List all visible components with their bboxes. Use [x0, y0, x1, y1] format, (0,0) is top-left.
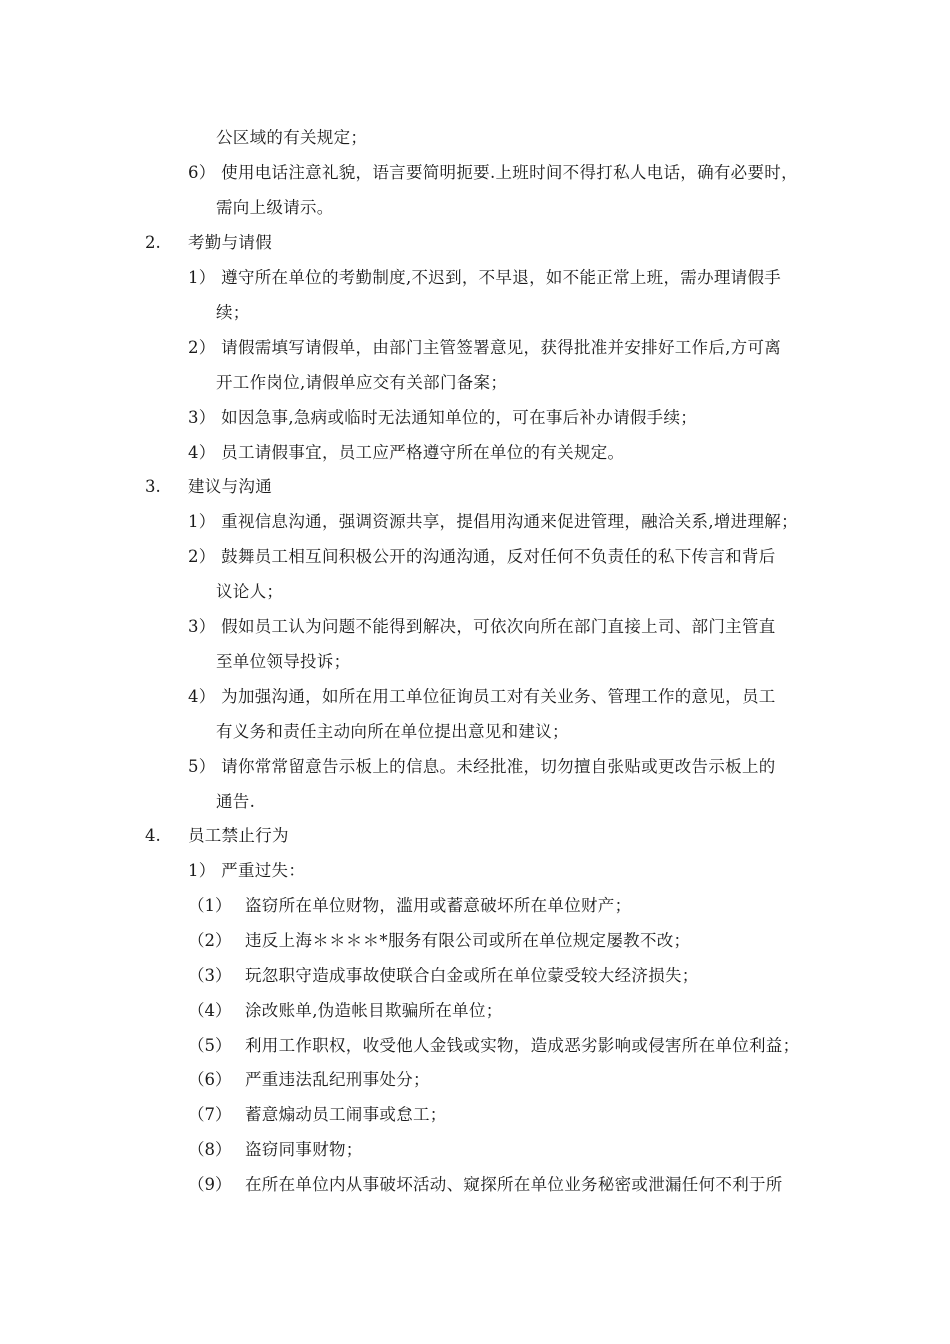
- list-item: 4） 员工请假事宜，员工应严格遵守所在单位的有关规定。: [188, 443, 625, 462]
- list-item: 在所在单位内从事破坏活动、窥探所在单位业务秘密或泄漏任何不利于所: [245, 1175, 783, 1194]
- section-number: 3.: [145, 477, 161, 496]
- list-item: 违反上海＊＊＊＊*服务有限公司或所在单位规定屡教不改；: [245, 931, 691, 950]
- item-number: （8）: [188, 1140, 232, 1159]
- section-number: 2.: [145, 233, 161, 252]
- item-number: （4）: [188, 1001, 232, 1020]
- item-number: （1）: [188, 896, 232, 915]
- text-line: 至单位领导投诉；: [216, 652, 351, 671]
- text-line: 需向上级请示。: [216, 198, 334, 217]
- list-item: 盗窃所在单位财物，滥用或蓄意破坏所在单位财产；: [245, 896, 632, 915]
- list-item: 4） 为加强沟通，如所在用工单位征询员工对有关业务、管理工作的意见，员工: [188, 687, 776, 706]
- list-item: 1） 遵守所在单位的考勤制度,不迟到，不早退，如不能正常上班，需办理请假手: [188, 268, 782, 287]
- list-item: 1） 严重过失：: [188, 861, 306, 880]
- list-item: 2） 请假需填写请假单，由部门主管签署意见，获得批准并安排好工作后,方可离: [188, 338, 782, 357]
- list-item: 利用工作职权，收受他人金钱或实物，造成恶劣影响或侵害所在单位利益；: [245, 1036, 800, 1055]
- list-item: 3） 假如员工认为问题不能得到解决，可依次向所在部门直接上司、部门主管直: [188, 617, 776, 636]
- item-number: （5）: [188, 1036, 232, 1055]
- text-line: 有义务和责任主动向所在单位提出意见和建议；: [216, 722, 569, 741]
- list-item: 蓄意煽动员工闹事或怠工；: [245, 1105, 447, 1124]
- text-line: 议论人；: [216, 582, 284, 601]
- text-line: 公区域的有关规定；: [216, 128, 368, 147]
- list-item: 6） 使用电话注意礼貌，语言要简明扼要.上班时间不得打私人电话，确有必要时，: [188, 163, 798, 182]
- section-heading: 员工禁止行为: [188, 826, 289, 845]
- item-number: （6）: [188, 1070, 232, 1089]
- list-item: 盗窃同事财物；: [245, 1140, 363, 1159]
- list-item: 3） 如因急事,急病或临时无法通知单位的，可在事后补办请假手续；: [188, 408, 698, 427]
- item-number: （7）: [188, 1105, 232, 1124]
- text-line: 通告.: [216, 792, 256, 811]
- section-heading: 考勤与请假: [188, 233, 272, 252]
- list-item: 涂改账单,伪造帐目欺骗所在单位；: [245, 1001, 503, 1020]
- section-number: 4.: [145, 826, 161, 845]
- text-line: 续；: [216, 303, 250, 322]
- list-item: 严重违法乱纪刑事处分；: [245, 1070, 430, 1089]
- list-item: 2） 鼓舞员工相互间积极公开的沟通沟通，反对任何不负责任的私下传言和背后: [188, 547, 776, 566]
- item-number: （3）: [188, 966, 232, 985]
- item-number: （2）: [188, 931, 232, 950]
- list-item: 5） 请你常常留意告示板上的信息。未经批准，切勿擅自张贴或更改告示板上的: [188, 757, 776, 776]
- section-heading: 建议与沟通: [188, 477, 272, 496]
- item-number: （9）: [188, 1175, 232, 1194]
- list-item: 1） 重视信息沟通，强调资源共享，提倡用沟通来促进管理，融洽关系,增进理解；: [188, 512, 798, 531]
- text-line: 开工作岗位,请假单应交有关部门备案；: [216, 373, 508, 392]
- list-item: 玩忽职守造成事故使联合白金或所在单位蒙受较大经济损失；: [245, 966, 699, 985]
